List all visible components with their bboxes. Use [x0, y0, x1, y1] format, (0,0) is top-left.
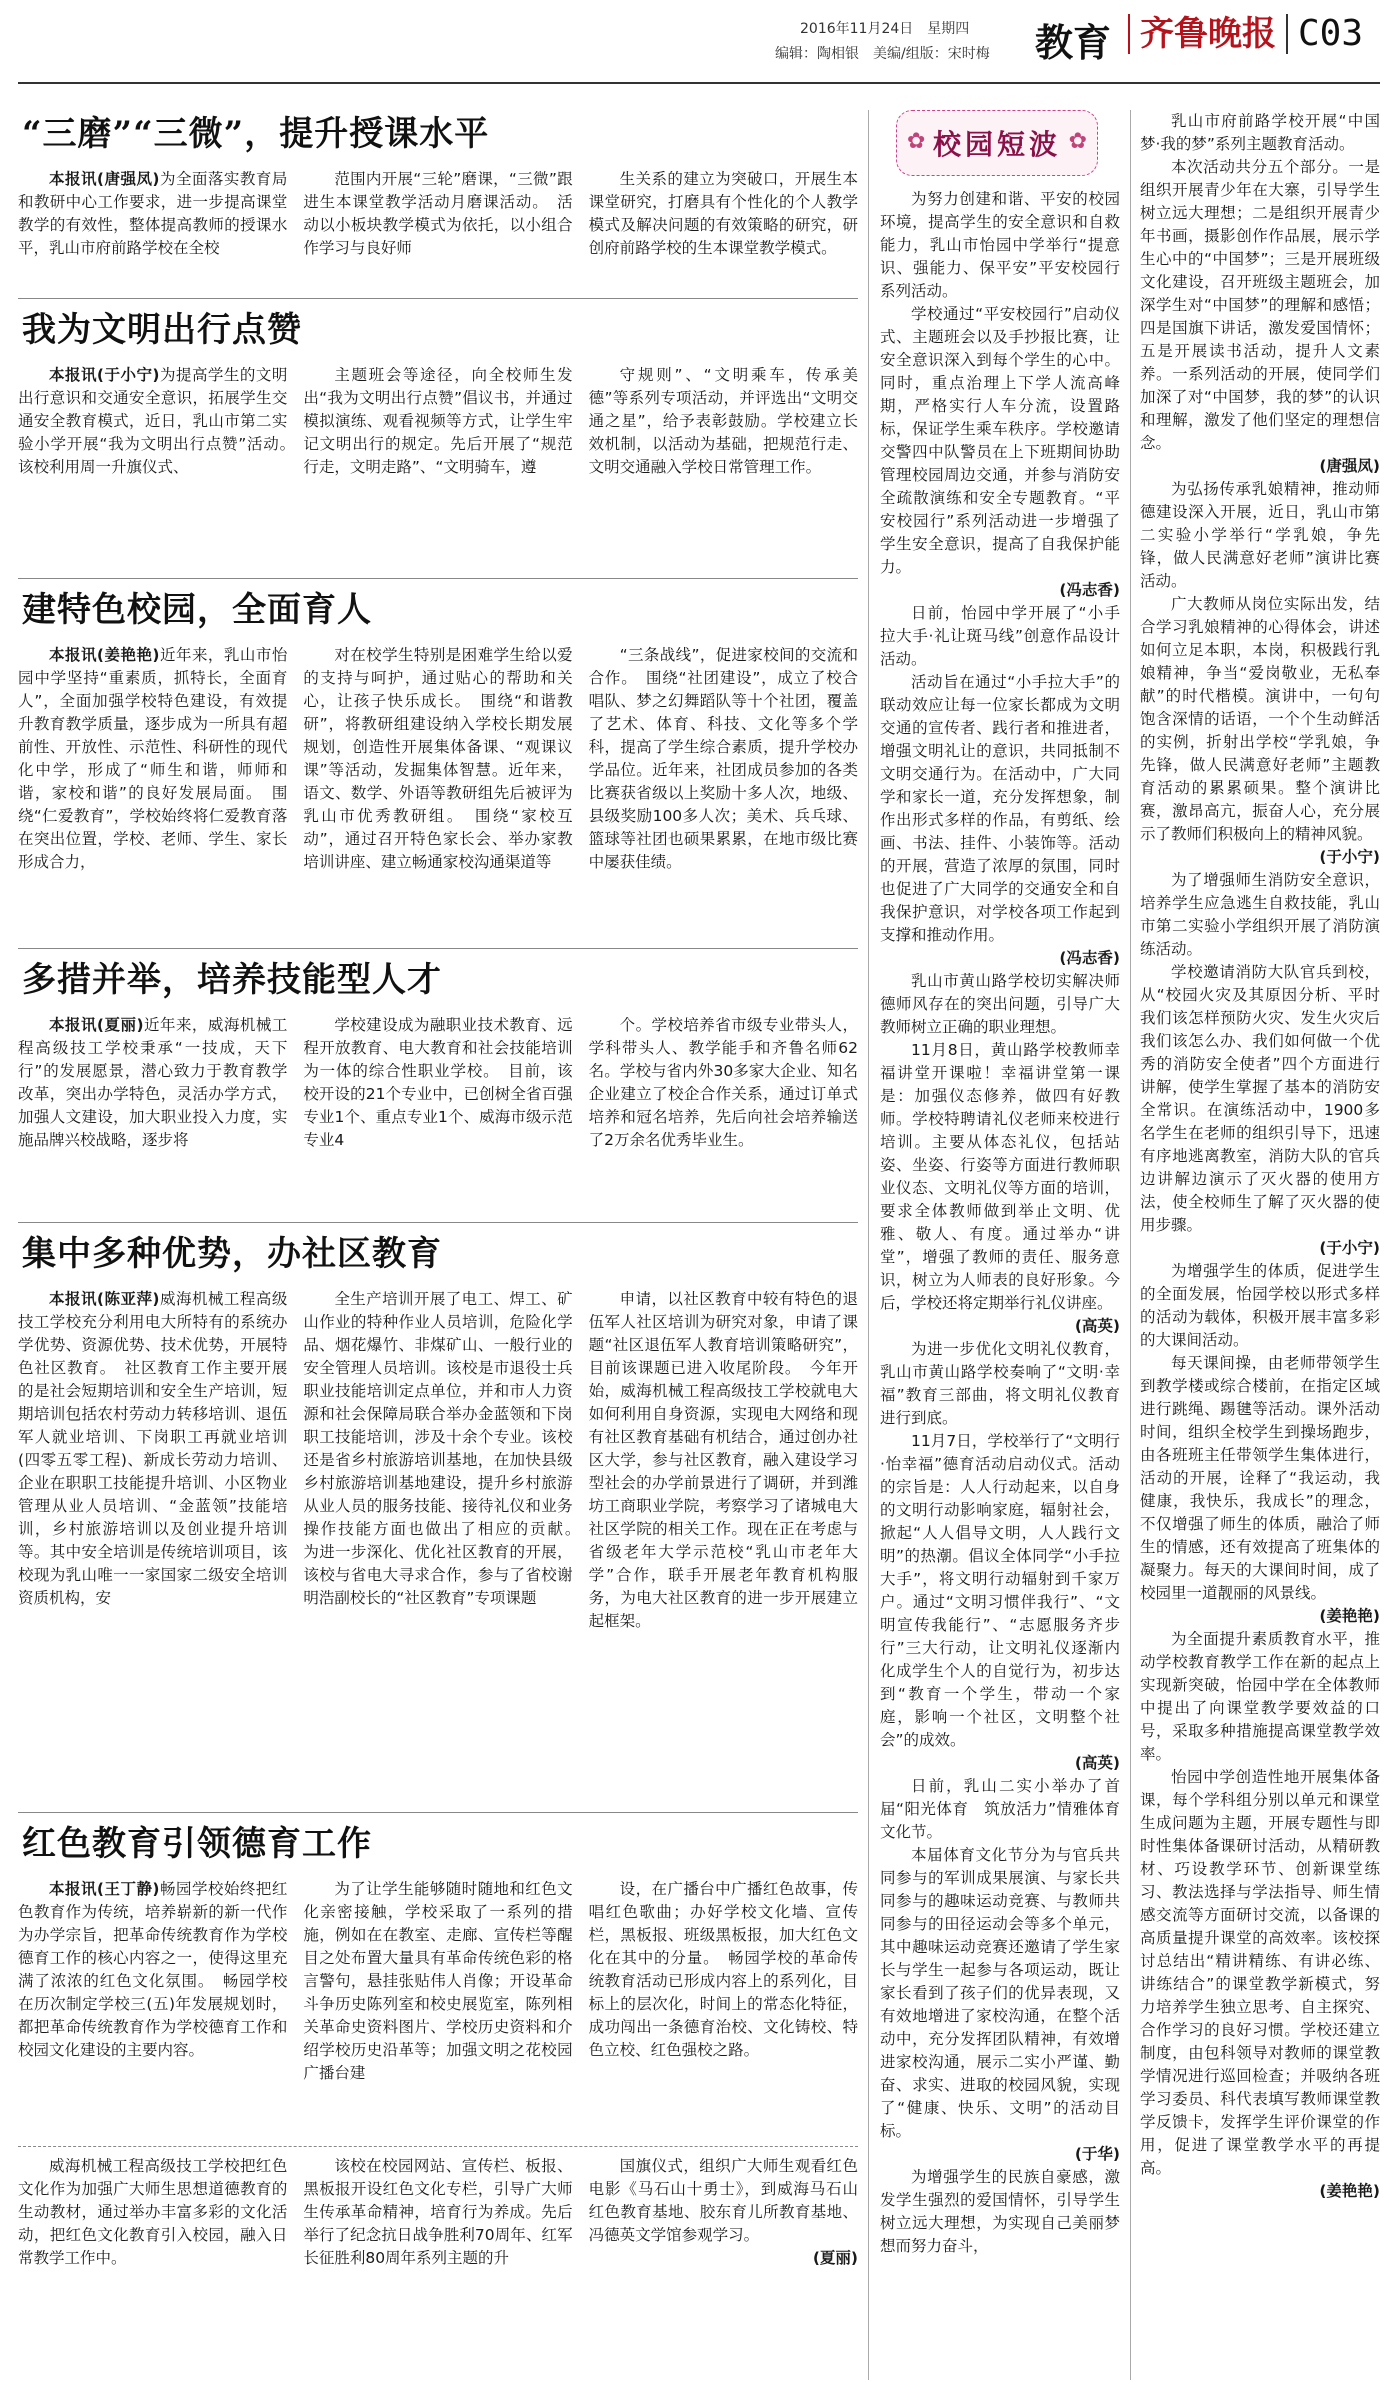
signature: (唐强凤)	[1319, 457, 1380, 475]
campus-news-banner	[896, 110, 1098, 176]
news-brief: 日前，乳山二实小举办了首届“阳光体育 筑放活力”情雅体育文化节。	[880, 1777, 1120, 1841]
article-column: 为了让学生能够随时随地和红色文化亲密接触，学校采取了一系列的措施，例如在在教室、走廊、宣传栏等醒目之处布置大量具有革命传统色彩的格言警句，悬挂张贴伟人肖像；开设革命斗争历史陈列室和校史展览室，陈列相关革命史资料图片、学校历史资料和介绍学校历史沿革等；加强文明之花校园广播台建	[303, 1880, 573, 2082]
signature: (姜艳艳)	[1319, 2182, 1380, 2200]
article-divider	[18, 1812, 858, 1813]
article-hongse	[18, 1822, 858, 2085]
news-brief: 为全面提升素质教育水平，推动学校教育教学工作在新的起点上实现新突破，怡园中学在全体教师中提出了向课堂教学要效益的口号，采取多种措施提高课堂教学效率。	[1140, 1630, 1380, 1763]
signature: (高英)	[1074, 1317, 1120, 1335]
flower-icon: ✿	[907, 129, 926, 154]
article-wenming	[18, 308, 858, 479]
article-column: 国旗仪式，组织广大师生观看红色电影《马石山十勇士》，到威海马石山红色教育基地、胶东育儿所教育基地、冯德英文学馆参观学习。 (夏丽)	[589, 2155, 858, 2270]
signature: (夏丽)	[812, 2249, 858, 2267]
news-brief: 学校邀请消防大队官兵到校，从“校园火灾及其原因分析、平时我们该怎样预防火灾、发生火灾后我们该怎么办、我们如何做一个优秀的消防安全使者”四个方面进行讲解，使学生掌握了基本的消防安全常识。在演练活动中，1900多名学生在老师的组织引导下，迅速有序地逃离教室，消防大队的官兵边讲解边演示了灭火器的使用方法，使全校师生了解了灭火器的使用步骤。 (于小宁)	[1140, 961, 1380, 1260]
signature: (于华)	[1074, 2145, 1120, 2163]
article-headline: “三磨”“三微”，提升授课水平	[22, 114, 490, 154]
article-column: 生关系的建立为突破口，开展生本课堂研究，打磨具有个性化的个人教学模式及解决问题的有效策略的研究，研创府前路学校的生本课堂教学模式。	[588, 170, 858, 257]
byline: 本报讯(姜艳艳)	[49, 646, 160, 664]
newspaper-logo: 齐鲁晚报	[1128, 14, 1276, 54]
article-column: 本报讯(王丁静)畅园学校始终把红色教育作为传统，培养崭新的新一代作为办学宗旨，把革命传统教育作为学校德育工作的核心内容之一，使得这里充满了浓浓的红色文化氛围。 畅园学校在历次制定学校三(五)年发展规划时，都把革命传统教育作为学校德育工作和校园文化建设的主要内容。	[18, 1880, 288, 2059]
byline: 本报讯(唐强凤)	[49, 170, 160, 188]
byline: 本报讯(陈亚萍)	[49, 1290, 160, 1308]
news-brief: 本次活动共分五个部分。一是组织开展青少年在大寨，引导学生树立远大理想；二是组织开展青少年书画，摄影创作作品展，展示学生心中的“中国梦”；三是开展班级文化建设，召开班级主题班会，加深学生对“中国梦”的理解和感悟；四是国旗下讲话，激发爱国情怀；五是开展读书活动，提升人文素养。一系列活动的开展，使同学们加深了对“中国梦，我的梦”的认识和理解，激发了他们坚定的理想信念。 (唐强凤)	[1140, 156, 1380, 478]
sidebar-text	[880, 188, 1120, 2258]
article-divider	[18, 1222, 858, 1223]
news-brief: 学校通过“平安校园行”启动仪式、主题班会以及手抄报比赛，让安全意识深入到每个学生的心中。同时，重点治理上下学人流高峰期，严格实行人车分流，设置路标，保证学生乘车秩序。学校邀请交警四中队警员在上下班期间协助管理校园周边交通，并参与消防安全疏散演练和安全专题教育。“平安校园行”系列活动进一步增强了学生安全意识，提高了自我保护能力。 (冯志香)	[880, 303, 1120, 602]
editor-credits: 编辑：陶相银 美编/组版：宋时梅	[775, 46, 990, 62]
news-brief: 每天课间操，由老师带领学生到教学楼或综合楼前，在指定区域进行跳绳、踢毽等活动。课外活动时间，组织全校学生到操场跑步，由各班班主任带领学生集体进行，活动的开展，诠释了“我运动，我健康，我快乐，我成长”的理念，不仅增强了师生的体质，融洽了师生的情感，还有效提高了班集体的凝聚力。每天的大课间时间，成了校园里一道靓丽的风景线。 (姜艳艳)	[1140, 1352, 1380, 1628]
news-brief: 乳山市黄山路学校切实解决师德师风存在的突出问题，引导广大教师树立正确的职业理想。	[880, 972, 1120, 1036]
news-brief: 为努力创建和谐、平安的校园环境，提高学生的安全意识和自救能力，乳山市怡园中学举行“提意识、强能力、保平安”平安校园行系列活动。	[880, 190, 1120, 300]
issue-date: 2016年11月24日 星期四	[800, 21, 970, 37]
campus-news-sidebar-continued	[1140, 110, 1380, 2203]
column-divider	[868, 110, 869, 2380]
article-column: 范围内开展“三轮”磨课，“三微”跟进生本课堂教学活动月磨课活动。 活动以小板块教学模式为依托，以小组合作学习与良好师	[303, 170, 573, 257]
article-column: 该校在校园网站、宣传栏、板报、黑板报开设红色文化专栏，引导广大师生传承革命精神，培育行为养成。先后举行了纪念抗日战争胜利70周年、红军长征胜利80周年系列主题的升	[303, 2157, 573, 2267]
article-column: 本报讯(陈亚萍)威海机械工程高级技工学校充分利用电大所特有的系统办学优势、资源优势、技术优势，开展特色社区教育。 社区教育工作主要开展的是社会短期培训和安全生产培训，短期培训包括农村劳动力转移培训、退伍军人就业培训、下岗职工再就业培训(四零五零工程)、新成长劳动力培训、企业在职职工技能提升培训、小区物业管理从业人员培训、“金蓝领”技能培训，乡村旅游培训以及创业提升培训等。其中安全培训是传统培训项目，该校现为乳山唯一一家国家二级安全培训资质机构，安	[18, 1290, 288, 1607]
article-column: 守规则”、“文明乘车，传承美德”等系列专项活动，并评选出“文明交通之星”，给予表彰鼓励。学校建立长效机制，以活动为基础，把规范行走、文明交通融入学校日常管理工作。	[588, 366, 858, 476]
signature: (冯志香)	[1059, 581, 1120, 599]
article-headline: 红色教育引领德育工作	[22, 1824, 372, 1864]
news-brief: 本届体育文化节分为与官兵共同参与的军训成果展演、与家长共同参与的趣味运动竞赛、与教师共同参与的田径运动会等多个单元，其中趣味运动竞赛还邀请了学生家长与学生一起参与各项运动，既让家长看到了孩子们的优异表现，又有效地增进了家校沟通，在整个活动中，充分发挥团队精神，有效增进家校沟通，展示二实小严谨、勤奋、求实、进取的校园风貌，实现了“健康、快乐、文明”的活动目标。 (于华)	[880, 1844, 1120, 2166]
masthead	[0, 0, 1395, 80]
article-column: 威海机械工程高级技工学校把红色文化作为加强广大师生思想道德教育的生动教材，通过举办丰富多彩的文化活动，把红色文化教育引入校园，融入日常教学工作中。	[18, 2157, 288, 2267]
article-column: 本报讯(唐强凤)为全面落实教育局和教研中心工作要求，进一步提高课堂教学的有效性，整体提高教师的授课水平，乳山市府前路学校在全校	[18, 170, 288, 257]
article-column: 全生产培训开展了电工、焊工、矿山作业的特种作业人员培训，危险化学品、烟花爆竹、非煤矿山、一般行业的安全管理人员培训。该校是市退役士兵职业技能培训定点单位，并和市人力资源和社会保障局联合举办金蓝领和下岗职工技能培训，涉及十余个专业。该校还是省乡村旅游培训基地，在加快县级乡村旅游培训基地建设，提升乡村旅游从业人员的服务技能、接待礼仪和业务操作技能方面也做出了相应的贡献。 为进一步深化、优化社区教育的开展，该校与省电大寻求合作，参与了省校谢明浩副校长的“社区教育”专项课题	[303, 1290, 589, 1607]
article-divider	[18, 948, 858, 949]
section-title: 教育	[1035, 20, 1112, 65]
news-brief: 乳山市府前路学校开展“中国梦·我的梦”系列主题教育活动。	[1140, 112, 1380, 153]
banner-title: 校园短波	[932, 128, 1061, 161]
news-brief: 11月8日，黄山路学校教师幸福讲堂开课啦！幸福讲堂第一课是：加强仪态修养，做四有好教师。学校特聘请礼仪老师来校进行培训。主要从体态礼仪，包括站姿、坐姿、行姿等方面进行教师职业仪态、文明礼仪等方面的培训，要求全体教师做到举止文明、优雅、敬人、有度。通过举办“讲堂”，增强了教师的责任、服务意识，树立为人师表的良好形象。今后，学校还将定期举行礼仪讲座。 (高英)	[880, 1039, 1120, 1338]
article-column: 个。学校培养省市级专业带头人，学科带头人、教学能手和齐鲁名师62名。学校与省内外30多家大企业、知名企业建立了校企合作关系，通过订单式培养和冠名培养，先后向社会培养输送了2万余名优秀毕业生。	[588, 1016, 858, 1149]
article-column: 设，在广播台中广播红色故事，传唱红色歌曲；办好学校文化墙、宣传栏，黑板报、班级黑板报，加大红色文化在其中的分量。 畅园学校的革命传统教育活动已形成内容上的系列化，目标上的层次化，时间上的常态化特征，成功闯出一条德育治校、文化铸校、特色立校、红色强校之路。	[588, 1880, 858, 2059]
news-brief: 为进一步优化文明礼仪教育，乳山市黄山路学校奏响了“文明·幸福”教育三部曲，将文明礼仪教育进行到底。	[880, 1340, 1120, 1427]
article-bottom	[18, 2155, 858, 2270]
column-divider	[1130, 110, 1131, 2380]
news-brief: 为弘扬传承乳娘精神，推动师德建设深入开展，近日，乳山市第二实验小学举行“学乳娘，争先锋，做人民满意好老师”演讲比赛活动。	[1140, 480, 1380, 590]
news-brief: 为增强学生的民族自豪感，激发学生强烈的爱国情怀，引导学生树立远大理想，为实现自己美丽梦想而努力奋斗，	[880, 2168, 1120, 2255]
article-column: 对在校学生特别是困难学生给以爱的支持与呵护，通过贴心的帮助和关心，让孩子快乐成长。 围绕“和谐教研”，将教研组建设纳入学校长期发展规划，创造性开展集体备课、“观课议课”等活动，发掘集体智慧。近年来，语文、数学、外语等教研组先后被评为乳山市优秀教研组。 围绕“家校互动”，通过召开特色家长会、举办家教培训讲座、建立畅通家校沟通渠道等	[303, 646, 573, 871]
news-brief: 日前，怡园中学开展了“小手拉大手·礼让斑马线”创意作品设计活动。	[880, 604, 1120, 668]
byline: 本报讯(于小宁)	[49, 366, 160, 384]
article-column: 申请，以社区教育中较有特色的退伍军人社区培训为研究对象，申请了课题“社区退伍军人教育培训策略研究”，目前该课题已进入收尾阶段。 今年开始，威海机械工程高级技工学校就电大如何利用自身资源，实现电大网络和现有社区教育基础有机结合，通过创办社区大学，参与社区教育，融入建设学习型社会的办学前景进行了调研，并到潍坊工商职业学院，考察学习了诸城电大社区学院的相关工作。现在正在考虑与省级老年大学示范校“乳山市老年大学”合作，联手开展老年教育机构服务，为电大社区教育的进一步开展建立起框架。	[588, 1290, 858, 1630]
article-tese	[18, 588, 858, 874]
flower-icon: ✿	[1068, 129, 1087, 154]
article-jineng	[18, 958, 858, 1152]
article-column: 本报讯(夏丽)近年来，威海机械工程高级技工学校秉承“一技成，天下行”的发展愿景，潜心致力于教育教学改革，突出办学特色，灵活办学方式，加强人文建设，加大职业投入力度，实施品牌兴校战略，逐步将	[18, 1016, 288, 1149]
page-number: C03	[1286, 14, 1363, 54]
article-shequ	[18, 1232, 858, 1633]
article-divider	[18, 578, 858, 579]
signature: (于小宁)	[1319, 1239, 1380, 1257]
article-column: “三条战线”，促进家校间的交流和合作。 围绕“社团建设”，成立了校合唱队、梦之幻舞蹈队等十个社团，覆盖了艺术、体育、科技、文化等多个学科，提高了学生综合素质，提升学校办学品位。近年来，社团成员参加的各类比赛获省级以上奖励十多人次，地级、县级奖励100多人次；美术、兵乓球、篮球等社团也硕果累累，在地市级比赛中屡获佳绩。	[588, 646, 858, 871]
article-column: 本报讯(于小宁)为提高学生的文明出行意识和交通安全意识，拓展学生交通安全教育模式，近日，乳山市第二实验小学开展“我为文明出行点赞”活动。 该校利用周一升旗仪式、	[18, 366, 303, 476]
article-column: 学校建设成为融职业技术教育、远程开放教育、电大教育和社会技能培训为一体的综合性职业学校。 目前，该校开设的21个专业中，已创树全省百强专业1个、重点专业1个、威海市级示范专业4	[303, 1016, 573, 1149]
article-headline: 集中多种优势，办社区教育	[22, 1234, 442, 1274]
sidebar-text	[1140, 110, 1380, 2203]
article-divider	[18, 2146, 858, 2148]
byline: 本报讯(夏丽)	[49, 1016, 144, 1034]
masthead-rule	[18, 82, 1380, 84]
news-brief: 广大教师从岗位实际出发，结合学习乳娘精神的心得体会，讲述如何立足本职，本岗，积极践行乳娘精神，争当“爱岗敬业，无私奉献”的时代楷模。演讲中，一句句饱含深情的话语，一个个生动鲜活的实例，折射出学校“学乳娘，争先锋，做人民满意好老师”主题教育活动的累累硕果。整个演讲比赛，激昂高亢，振奋人心，充分展示了教师们积极向上的精神风貌。 (于小宁)	[1140, 593, 1380, 869]
news-brief: 11月7日，学校举行了“文明行·怡幸福”德育活动启动仪式。活动的宗旨是：人人行动起来，以自身的文明行动影响家庭，辐射社会，掀起“人人倡导文明，人人践行文明”的热潮。倡议全体同学“小手拉大手”，将文明行动辐射到千家万户。通过“文明习惯伴我行”、“文明宣传我能行”、“志愿服务齐步行”三大行动，让文明礼仪逐渐内化成学生个人的自觉行为，初步达到“教育一个学生，带动一个家庭，影响一个社区，文明整个社会”的成效。 (高英)	[880, 1430, 1120, 1775]
news-brief: 为了增强师生消防安全意识，培养学生应急逃生自救技能，乳山市第二实验小学组织开展了消防演练活动。	[1140, 871, 1380, 958]
signature: (姜艳艳)	[1319, 1607, 1380, 1625]
article-column: 本报讯(姜艳艳)近年来，乳山市怡园中学坚持“重素质，抓特长，全面育人”，全面加强学校特色建设，有效提升教育教学质量，逐步成为一所具有超前性、开放性、示范性、科研性的现代化中学，形成了“师生和谐，师师和谐，家校和谐”的良好发展局面。 围绕“仁爱教育”，学校始终将仁爱教育落在突出位置，学校、老师、学生、家长形成合力，	[18, 646, 288, 871]
signature: (冯志香)	[1059, 949, 1120, 967]
news-brief: 怡园中学创造性地开展集体备课，每个学科组分别以单元和课堂生成问题为主题，开展专题性与即时性集体备课研讨活动，从精研教材、巧设教学环节、创新课堂练习、教法选择与学法指导、师生情感交流等方面研讨交流，以备课的高质量提升课堂的高效率。该校探讨总结出“精讲精练、有讲必练、讲练结合”的课堂教学新模式，努力培养学生独立思考、自主探究、合作学习的良好习惯。学校还建立制度，由包科领导对教师的课堂教学情况进行巡回检查；并吸纳各班学习委员、科代表填写教师课堂教学反馈卡，发挥学生评价课堂的作用，促进了课堂教学水平的再提高。 (姜艳艳)	[1140, 1766, 1380, 2203]
article-headline: 我为文明出行点赞	[22, 310, 302, 350]
article-headline: 多措并举，培养技能型人才	[22, 960, 442, 1000]
article-divider	[18, 298, 858, 299]
campus-news-sidebar	[880, 110, 1120, 2258]
article-column: 主题班会等途径，向全校师生发出“我为文明出行点赞”倡议书，并通过模拟演练、观看视频等方式，让学生牢记文明出行的规定。先后开展了“规范行走，文明走路”、“文明骑车，遵	[303, 366, 573, 476]
news-brief: 为增强学生的体质，促进学生的全面发展，怡园学校以形式多样的活动为载体，积极开展丰富多彩的大课间活动。	[1140, 1262, 1380, 1349]
article-sanmo	[18, 112, 858, 260]
news-brief: 活动旨在通过“小手拉大手”的联动效应让每一位家长都成为文明交通的宣传者、践行者和推进者，增强文明礼让的意识，共同抵制不文明交通行为。在活动中，广大同学和家长一道，充分发挥想象，制作出形式多样的作品，有剪纸、绘画、书法、挂件、小装饰等。活动的开展，营造了浓厚的氛围，同时也促进了广大同学的交通安全和自我保护意识，对学校各项工作起到支撑和推动作用。 (冯志香)	[880, 671, 1120, 970]
signature: (高英)	[1074, 1754, 1120, 1772]
article-headline: 建特色校园，全面育人	[22, 590, 372, 630]
signature: (于小宁)	[1319, 848, 1380, 866]
byline: 本报讯(王丁静)	[49, 1880, 160, 1898]
